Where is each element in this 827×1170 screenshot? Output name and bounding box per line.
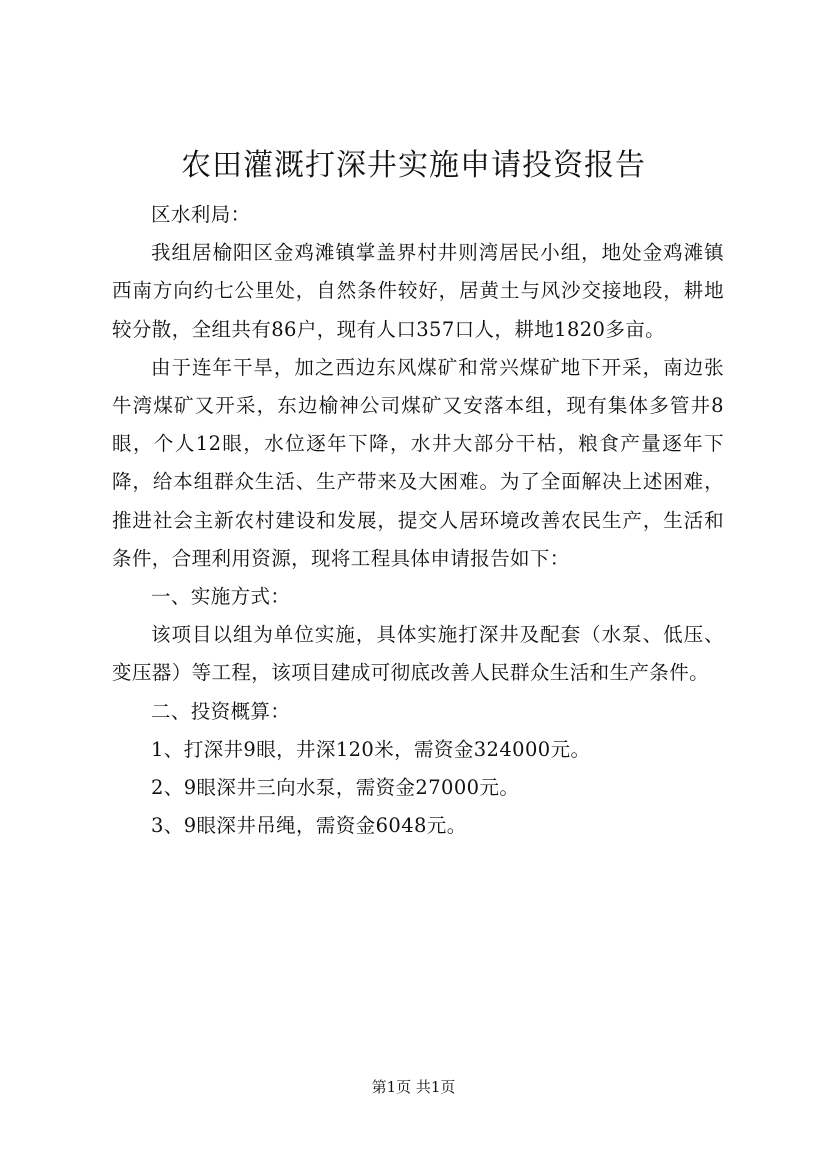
document-title: 农田灌溉打深井实施申请投资报告: [181, 148, 646, 183]
paragraph-implementation: 该项目以组为单位实施，具体实施打深井及配套（水泵、低压、变压器）等工程，该项目建成可彻底改善人民群众生活和生产条件。: [112, 623, 724, 685]
section-heading-implementation: 一、实施方式：: [151, 585, 291, 609]
budget-item-2: 2、9眼深井三向水泵，需资金27000元。: [151, 776, 520, 800]
section-heading-budget: 二、投资概算：: [151, 699, 291, 723]
paragraph-background: 由于连年干旱，加之西边东风煤矿和常兴煤矿地下开采，南边张牛湾煤矿又开采，东边榆神公司煤矿又安落本组，现有集体多管井8眼，个人12眼，水位逐年下降，水井大部分干枯，粮食产量逐年下降，给本组群众生活、生产带来及大困难。为了全面解决上述困难，推进社会主新农村建设和发展，提交人居环境改善农民生产，生活和条件，合理利用资源，现将工程具体申请报告如下：: [112, 355, 724, 570]
paragraph-intro: 我组居榆阳区金鸡滩镇掌盖界村井则湾居民小组，地处金鸡滩镇西南方向约七公里处，自然条件较好，居黄土与风沙交接地段，耕地较分散，全组共有86户，现有人口357口人，耕地1820多亩。: [112, 241, 724, 341]
page-number-footer: 第1页 共1页: [371, 1078, 456, 1096]
document-body: [112, 196, 724, 845]
salutation: 区水利局：: [151, 203, 251, 226]
budget-item-1: 1、打深井9眼，井深120米，需资金324000元。: [151, 737, 591, 761]
budget-item-3: 3、9眼深井吊绳，需资金6048元。: [151, 814, 467, 838]
